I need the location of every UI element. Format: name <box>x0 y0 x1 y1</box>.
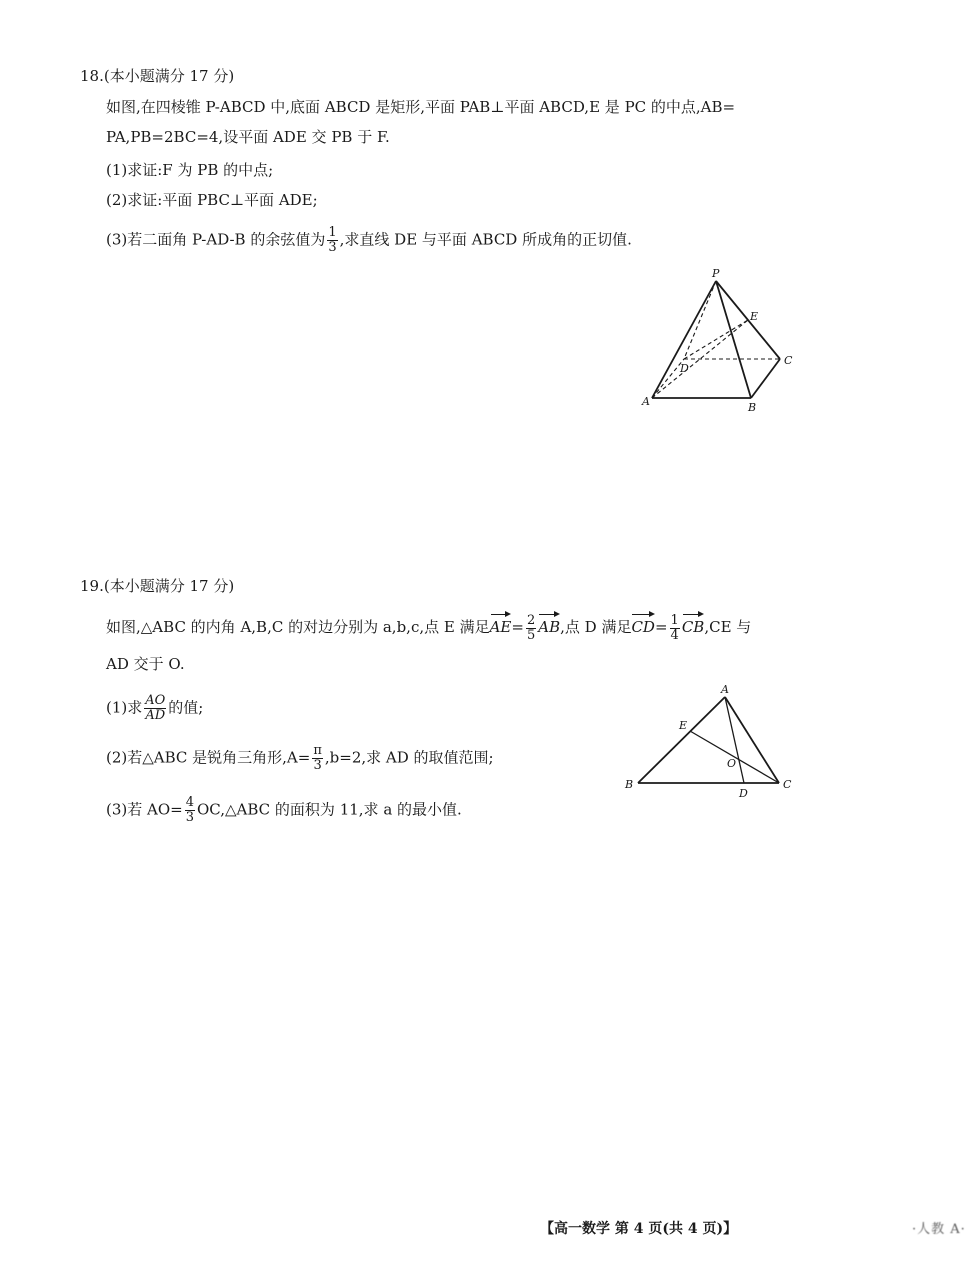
label-D: D <box>680 362 689 375</box>
label-A: A <box>642 395 650 408</box>
q19-header: 19.(本小题满分 17 分) <box>80 577 235 595</box>
q18-part3-text-b: ,求直线 DE 与平面 ABCD 所成角的正切值. <box>339 230 632 249</box>
label-C: C <box>784 354 793 367</box>
label-P: P <box>712 267 720 280</box>
q18-stem-line1: 如图,在四棱锥 P-ABCD 中,底面 ABCD 是矩形,平面 PAB⊥平面 ABCD,E 是 PC 的中点,AB= <box>106 98 736 116</box>
segment-AD <box>725 697 744 783</box>
label-B: B <box>748 401 757 414</box>
q19-part2-text-b: ,b=2,求 AD 的取值范围; <box>324 748 494 767</box>
page-footer <box>540 1218 966 1238</box>
footer-text: 【高一数学 第 4 页(共 4 页)】 <box>540 1221 738 1237</box>
q18-part2: (2)求证:平面 PBC⊥平面 ADE; <box>106 191 318 209</box>
fraction-denominator: 3 <box>185 810 194 825</box>
q19-part1-text-a: (1)求 <box>106 698 143 717</box>
equals-sign: = <box>654 618 668 636</box>
q19-stem-line2: AD 交于 O. <box>106 655 185 673</box>
q19-stem-text-c: ,CE 与 <box>704 618 752 636</box>
fraction-denominator: 4 <box>670 627 679 643</box>
vector-CD: CD <box>631 612 655 637</box>
fraction-denominator: 5 <box>526 627 536 643</box>
fraction-denominator: 3 <box>313 758 322 773</box>
label-O: O <box>727 757 737 770</box>
q18-header: 18.(本小题满分 17 分) <box>80 67 235 85</box>
q18-part1: (1)求证:F 为 PB 的中点; <box>106 161 274 179</box>
fraction-denominator: AD <box>145 708 166 723</box>
fraction-numerator: 1 <box>670 612 679 628</box>
label-B: B <box>625 778 634 791</box>
q19-stem-text-b: ,点 D 满足 <box>560 618 632 636</box>
side-AB <box>638 697 725 783</box>
q19-part1-text-b: 的值; <box>168 698 204 717</box>
label-E: E <box>679 719 688 732</box>
q18-part3-text-a: (3)若二面角 P-AD-B 的余弦值为 <box>106 230 326 249</box>
vector-AE: AE <box>490 612 512 637</box>
q19-stem-text-a: 如图,△ABC 的内角 A,B,C 的对边分别为 a,b,c,点 E 满足 <box>106 618 490 636</box>
fraction-numerator: 4 <box>185 795 194 810</box>
fraction-numerator: 2 <box>526 612 536 628</box>
label-A: A <box>721 683 729 696</box>
q18-stem-line2: PA,PB=2BC=4,设平面 ADE 交 PB 于 F. <box>106 128 390 146</box>
fraction-numerator: AO <box>145 693 166 708</box>
footer-trailing: ·人教 A· <box>911 1222 966 1237</box>
fraction-numerator: π <box>313 743 322 758</box>
side-AC <box>725 697 779 783</box>
q19-part3-text-a: (3)若 AO= <box>106 800 183 819</box>
label-E: E <box>750 310 759 323</box>
fraction-numerator: 1 <box>328 225 337 240</box>
equals-sign: = <box>511 618 524 636</box>
label-C: C <box>783 778 792 791</box>
vector-AB: AB <box>538 612 560 637</box>
fraction-denominator: 3 <box>328 240 337 255</box>
q19-part3-text-b: OC,△ABC 的面积为 11,求 a 的最小值. <box>197 800 462 819</box>
label-D: D <box>739 787 748 800</box>
vector-CB: CB <box>682 612 705 637</box>
q19-part2-text-a: (2)若△ABC 是锐角三角形,A= <box>106 748 311 767</box>
